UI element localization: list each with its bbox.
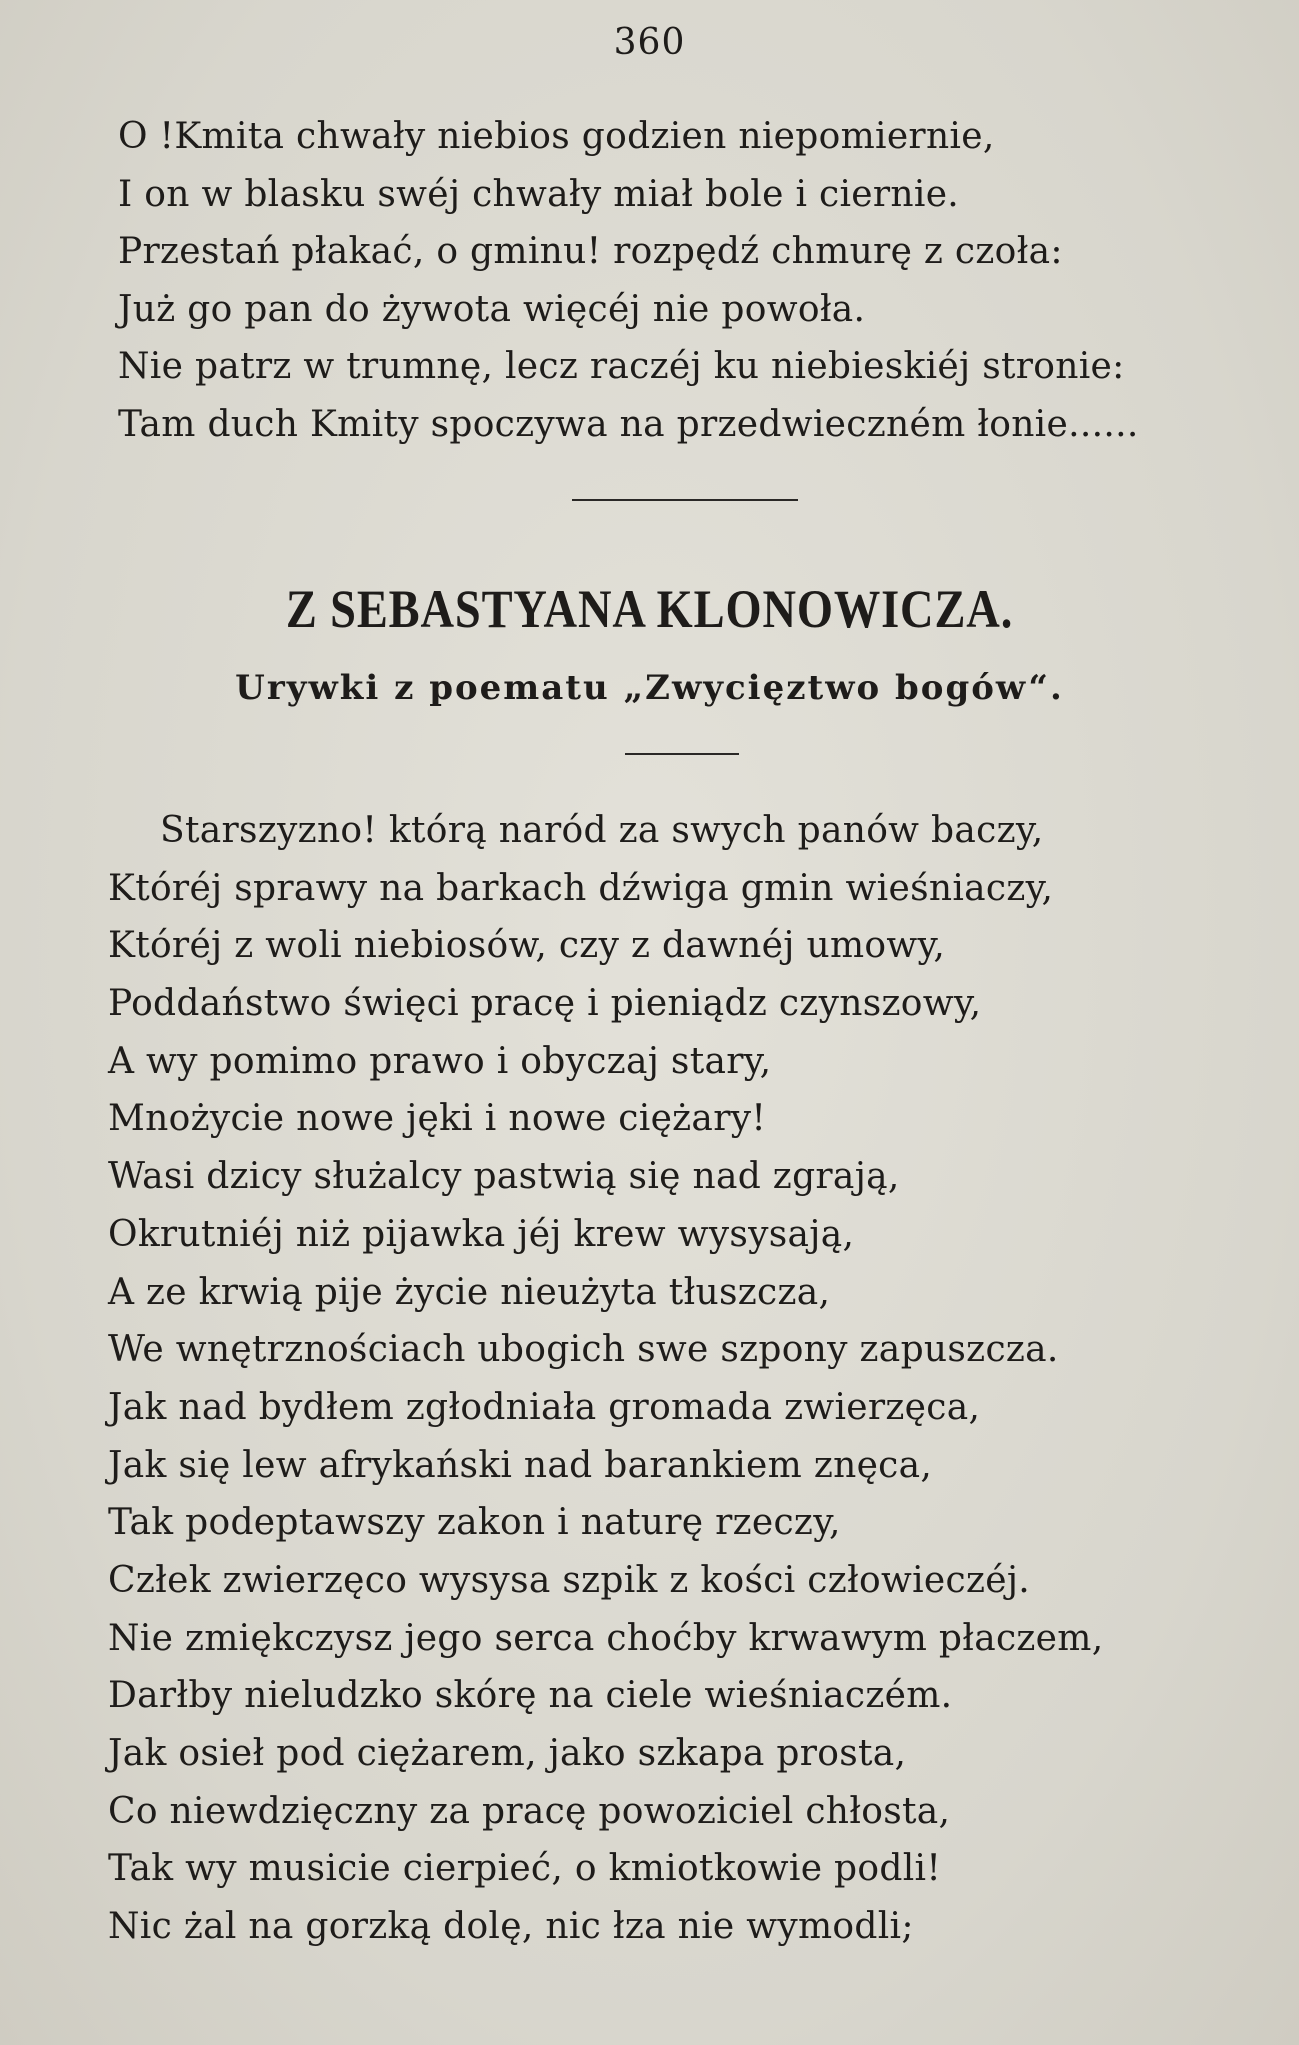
verse-line: We wnętrznościach ubogich swe szpony zapuszcza.: [108, 1329, 1059, 1371]
verse-line: Człek zwierzęco wysysa szpik z kości człowieczéj.: [108, 1559, 1031, 1601]
verse-line: Jak osieł pod ciężarem, jako szkapa prosta,: [108, 1733, 907, 1774]
verse-line: A wy pomimo prawo i obyczaj stary,: [108, 1040, 772, 1082]
verse-line: Tak wy musicie cierpieć, o kmiotkowie podli!: [108, 1848, 942, 1890]
section-subheading: Urywki z poematu „Zwycięztwo bogów“.: [235, 668, 1064, 708]
verse-line: Mnożycie nowe jęki i nowe ciężary!: [108, 1098, 767, 1140]
verse-line: Któréj z woli niebiosów, czy z dawnéj umowy,: [108, 925, 946, 967]
page-number: 360: [613, 22, 686, 63]
verse-line: Starszyzno! którą naród za swych panów baczy,: [160, 810, 1044, 851]
verse-line: Już go pan do żywota więcéj nie powoła.: [118, 288, 866, 330]
verse-line: Któréj sprawy na barkach dźwiga gmin wieśniaczy,: [108, 867, 1054, 909]
verse-line: Co niewdzięczny za pracę powoziciel chłosta,: [108, 1790, 951, 1832]
verse-line: Jak nad bydłem zgłodniała gromada zwierzęca,: [108, 1386, 981, 1428]
poem-stanza-klonowicz: [108, 802, 1103, 1956]
section-heading: Z SEBASTYANA KLONOWICZA.: [285, 579, 1014, 639]
verse-line: Przestań płakać, o gminu! rozpędź chmurę z czoła:: [118, 231, 1063, 273]
poem-stanza-kmita: [118, 108, 1139, 454]
verse-line: Tam duch Kmity spoczywa na przedwieczném łonie......: [118, 403, 1139, 445]
verse-line: Jak się lew afrykański nad barankiem znęca,: [108, 1444, 933, 1486]
verse-line: Wasi dzicy służalcy pastwią się nad zgrają,: [108, 1156, 900, 1198]
verse-line: A ze krwią pije życie nieużyta tłuszcza,: [108, 1271, 831, 1313]
section-divider: [572, 499, 798, 501]
verse-line: Poddaństwo święci pracę i pieniądz czynszowy,: [108, 983, 982, 1025]
verse-line: I on w blasku swéj chwały miał bole i ciernie.: [118, 173, 960, 215]
verse-line: O !Kmita chwały niebios godzien niepomiernie,: [118, 116, 995, 157]
verse-line: Okrutniéj niż pijawka jéj krew wysysają,: [108, 1213, 855, 1255]
verse-line: Tak podeptawszy zakon i naturę rzeczy,: [108, 1502, 841, 1544]
verse-line: Nic żal na gorzką dolę, nic łza nie wymodli;: [108, 1906, 914, 1948]
subheading-divider: [625, 753, 739, 755]
verse-line: Darłby nieludzko skórę na ciele wieśniaczém.: [108, 1675, 953, 1717]
verse-line: Nie zmiękczysz jego serca choćby krwawym płaczem,: [108, 1617, 1104, 1659]
verse-line: Nie patrz w trumnę, lecz raczéj ku niebieskiéj stronie:: [118, 346, 1125, 388]
